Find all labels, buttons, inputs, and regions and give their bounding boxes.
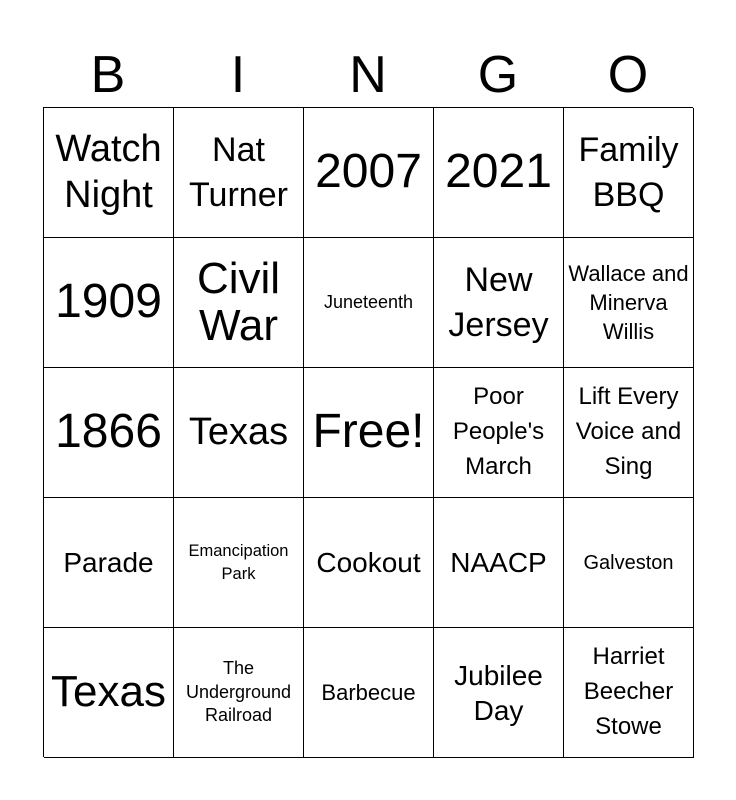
cell-text: Parade <box>63 547 154 578</box>
bingo-cell[interactable] <box>174 628 304 758</box>
cell-text: Poor People's March <box>452 383 545 480</box>
bingo-cell[interactable] <box>304 108 434 238</box>
cell-text: Watch Night <box>55 127 162 216</box>
bingo-cell[interactable] <box>44 628 174 758</box>
cell-text: Cookout <box>316 547 421 578</box>
bingo-cell[interactable] <box>434 498 564 628</box>
cell-text: Civil War <box>196 254 281 350</box>
cell-text: 2021 <box>445 145 552 199</box>
bingo-cell[interactable] <box>174 108 304 238</box>
bingo-cell[interactable] <box>434 368 564 498</box>
cell-text: Lift Every Voice and Sing <box>575 383 682 480</box>
cell-text: 1909 <box>55 275 162 329</box>
cell-text: NAACP <box>450 547 547 578</box>
cell-text: Emancipation Park <box>188 541 289 583</box>
cell-text: Harriet Beecher Stowe <box>583 643 674 740</box>
bingo-cell[interactable] <box>564 238 694 368</box>
bingo-cell[interactable] <box>434 238 564 368</box>
bingo-cell[interactable] <box>434 628 564 758</box>
bingo-cell[interactable] <box>44 368 174 498</box>
cell-text: 1866 <box>55 405 162 459</box>
bingo-cell[interactable] <box>174 238 304 368</box>
cell-text: Jubilee Day <box>454 659 543 726</box>
cell-text: Galveston <box>583 551 674 574</box>
bingo-cell[interactable] <box>304 628 434 758</box>
cell-text: Barbecue <box>321 679 416 705</box>
bingo-cell[interactable] <box>304 498 434 628</box>
header-letter-b: B <box>90 46 126 104</box>
bingo-cell[interactable] <box>564 498 694 628</box>
bingo-card-grid <box>43 107 693 757</box>
bingo-cell[interactable] <box>564 628 694 758</box>
bingo-cell[interactable] <box>564 108 694 238</box>
bingo-header <box>43 42 693 108</box>
cell-text: Texas <box>188 410 289 453</box>
bingo-cell[interactable] <box>564 368 694 498</box>
bingo-cell[interactable] <box>304 238 434 368</box>
bingo-cell[interactable] <box>174 498 304 628</box>
cell-text: The Underground Railroad <box>185 658 292 726</box>
cell-text: 2007 <box>315 145 422 199</box>
header-letter-g: G <box>477 46 519 104</box>
bingo-cell[interactable] <box>44 238 174 368</box>
cell-text: Free! <box>312 405 425 459</box>
bingo-cell[interactable] <box>44 108 174 238</box>
cell-text: Juneteenth <box>323 291 414 312</box>
cell-text: Wallace and Minerva Willis <box>568 260 689 345</box>
cell-text: New Jersey <box>448 261 549 344</box>
bingo-cell[interactable] <box>174 368 304 498</box>
bingo-cell[interactable] <box>44 498 174 628</box>
header-letter-i: I <box>230 46 246 104</box>
header-letter-o: O <box>607 46 649 104</box>
cell-text: Family BBQ <box>578 131 679 214</box>
cell-text: Nat Turner <box>189 131 288 214</box>
cell-text: Texas <box>51 667 166 717</box>
free-space-cell[interactable] <box>304 368 434 498</box>
header-letter-n: N <box>349 46 387 104</box>
bingo-cell[interactable] <box>434 108 564 238</box>
